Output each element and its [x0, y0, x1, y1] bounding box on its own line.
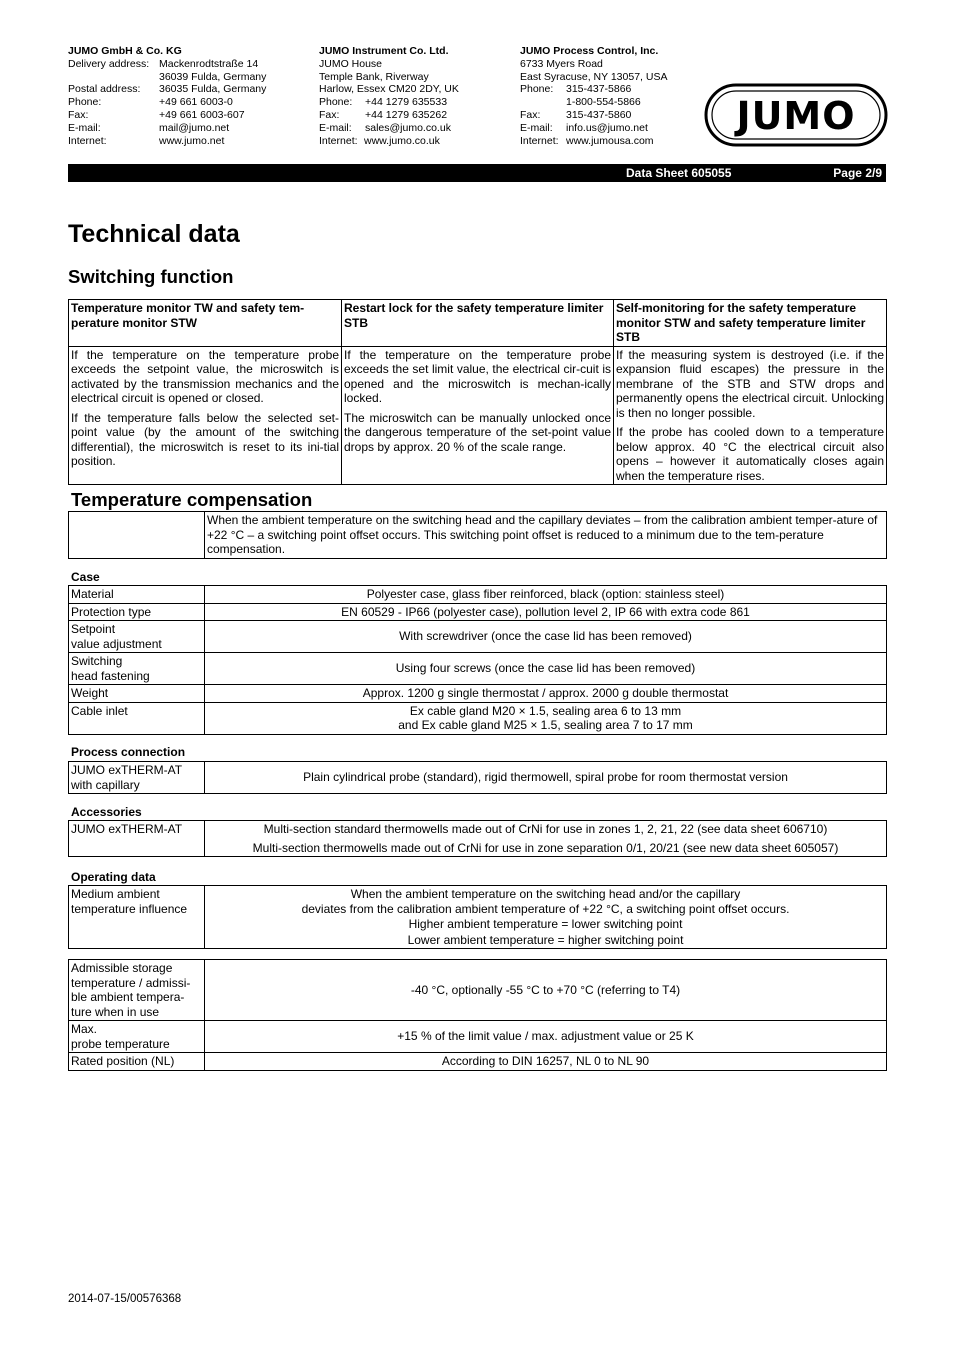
row-value — [205, 821, 887, 857]
section-label-case: Case — [71, 570, 100, 584]
jumo-logo — [704, 83, 888, 147]
addr-key: Postal address: — [68, 83, 141, 96]
section-heading-switching: Switching function — [68, 266, 234, 287]
addr-key: Fax: — [520, 108, 541, 121]
section-label-operating: Operating data — [71, 870, 156, 884]
website-link[interactable]: www.jumo.net — [159, 134, 225, 147]
row-key: JUMO exTHERM-AT with capillary — [69, 762, 205, 794]
addr-line: Harlow, Essex CM20 2DY, UK — [319, 83, 459, 96]
addr-key: Phone: — [520, 83, 554, 96]
section-label-accessories: Accessories — [71, 805, 142, 819]
company-name: JUMO Process Control, Inc. — [520, 45, 659, 57]
addr-value: 36039 Fulda, Germany — [159, 70, 267, 83]
addr-value: 315-437-5860 — [566, 108, 632, 121]
addr-key: Internet: — [319, 134, 358, 147]
table-cell — [614, 346, 887, 485]
row-value: EN 60529 - IP66 (polyester case), pollution level 2, IP 66 with extra code 861 — [205, 603, 887, 621]
switching-function-table — [68, 299, 887, 485]
address-jumo-usa — [520, 45, 700, 147]
page-number: Page 2/9 — [833, 166, 882, 180]
header-bar — [68, 164, 886, 182]
addr-key: Internet: — [520, 134, 559, 147]
addr-key — [68, 71, 159, 84]
value-line: Lower ambient temperature = higher switching point — [407, 932, 684, 947]
paragraph: The microswitch can be manually unlocked once the dangerous temperature of the set-point value drops by approx. 20 % of the scale range. — [344, 410, 611, 454]
addr-line: JUMO House — [319, 57, 383, 70]
addr-key — [520, 96, 566, 109]
paragraph: If the temperature on the temperature probe exceeds the set limit value, the electrical cir-cuit is opened and the microswitch is mechan-ically locked. — [344, 347, 611, 405]
value-line: When the ambient temperature on the switching head and/or the capillary — [350, 887, 741, 901]
addr-key: E-mail: — [68, 121, 101, 134]
table-header: Temperature monitor TW and safety tem-perature monitor STW — [69, 300, 342, 347]
value-line: Ex cable gland M20 × 1.5, sealing area 6 to 13 mm — [409, 703, 682, 718]
addr-line: East Syracuse, NY 13057, USA — [520, 70, 668, 83]
paragraph: If the temperature on the temperature probe exceeds the setpoint value, the microswitch is activated by the transmission mechanics and the electrical circuit is opened or closed. — [71, 347, 339, 405]
value-line: Higher ambient temperature = lower switching point — [408, 917, 683, 931]
value-line: Multi-section thermowells made out of CrNi for use in zone separation 0/1, 20/21 (see new data sheet 605057) — [252, 840, 839, 855]
table-cell-empty — [69, 512, 205, 559]
value-line: Multi-section standard thermowells made out of CrNi for use in zones 1, 2, 21, 22 (see data sheet 606710) — [263, 822, 828, 836]
addr-value: +49 661 6003-0 — [159, 96, 233, 109]
company-name: JUMO Instrument Co. Ltd. — [319, 45, 449, 57]
row-value — [205, 702, 887, 734]
section-heading-compensation: Temperature compensation — [71, 489, 313, 510]
case-table — [68, 585, 887, 735]
addr-value: +44 1279 635533 — [365, 96, 448, 109]
addr-key: E-mail: — [319, 121, 352, 134]
addr-value: +44 1279 635262 — [365, 108, 448, 121]
row-key: Max. probe temperature — [69, 1021, 205, 1053]
email-link[interactable]: sales@jumo.co.uk — [365, 121, 451, 134]
row-key: Setpoint value adjustment — [69, 621, 205, 653]
row-value: Using four screws (once the case lid has been removed) — [205, 653, 887, 685]
website-link[interactable]: www.jumousa.com — [566, 134, 654, 147]
row-key: JUMO exTHERM-AT — [69, 821, 205, 857]
addr-value: Mackenrodtstraße 14 — [159, 57, 259, 70]
process-table — [68, 761, 887, 794]
website-link[interactable]: www.jumo.co.uk — [364, 134, 440, 147]
addr-key: Fax: — [68, 108, 89, 121]
addr-line: 6733 Myers Road — [520, 57, 603, 70]
value-line: and Ex cable gland M25 × 1.5, sealing area 7 to 17 mm — [398, 718, 693, 732]
value-line: deviates from the calibration ambient temperature of +22 °C, a switching point offset occurs. — [301, 901, 790, 916]
row-value — [205, 886, 887, 949]
row-value: +15 % of the limit value / max. adjustment value or 25 K — [205, 1021, 887, 1053]
row-key: Cable inlet — [69, 702, 205, 734]
row-key: Rated position (NL) — [69, 1053, 205, 1071]
row-value: Approx. 1200 g single thermostat / approx. 2000 g double thermostat — [205, 685, 887, 703]
addr-value: 315-437-5866 — [566, 83, 632, 96]
addr-value: +49 661 6003-607 — [159, 108, 245, 121]
addr-key: Delivery address: — [68, 57, 150, 70]
row-key: Material — [69, 586, 205, 604]
table-header: Self-monitoring for the safety temperature monitor STW and safety temperature limiter STB — [614, 300, 887, 347]
operating-data-table — [68, 959, 887, 1071]
paragraph: If the probe has cooled down to a temperature below approx. 40 °C the electrical circuit also opens – however it automatically closes again when the temperature rises. — [616, 425, 884, 483]
row-key: Admissible storage temperature / admissi- ble ambient tempera- ture when in use — [69, 960, 205, 1021]
datasheet-number: Data Sheet 605055 — [626, 166, 732, 180]
row-value: Polyester case, glass fiber reinforced, black (option: stainless steel) — [205, 586, 887, 604]
addr-value: 36035 Fulda, Germany — [159, 83, 267, 96]
compensation-table — [68, 511, 887, 559]
company-name: JUMO GmbH & Co. KG — [68, 45, 182, 57]
addr-value: 1-800-554-5866 — [566, 96, 641, 109]
row-key: Switching head fastening — [69, 653, 205, 685]
page-title: Technical data — [68, 220, 240, 248]
row-key: Protection type — [69, 603, 205, 621]
addr-key: Internet: — [68, 134, 107, 147]
addr-key: Phone: — [319, 96, 353, 109]
accessories-table — [68, 820, 887, 857]
footer-doc-id: 2014-07-15/00576368 — [68, 1293, 182, 1305]
paragraph: If the temperature falls below the selected set-point value (by the amount of the switching differential), the microswitch is reset to its ini-tial position. — [71, 410, 339, 468]
table-cell — [342, 346, 614, 485]
compensation-text: When the ambient temperature on the switching head and the capillary deviates – from the calibration ambient temper-ature of +22 °C – a switching point offset occurs. This switching point offset is reduced to a minimum due to the tem-perature compensation. — [205, 512, 887, 559]
section-label-process: Process connection — [71, 745, 186, 759]
row-value: Plain cylindrical probe (standard), rigid thermowell, spiral probe for room thermostat version — [205, 762, 887, 794]
address-jumo-uk — [319, 45, 519, 147]
logo-text: JUMO — [736, 94, 856, 138]
row-key: Medium ambient temperature influence — [69, 886, 205, 949]
row-value: -40 °C, optionally -55 °C to +70 °C (referring to T4) — [205, 960, 887, 1021]
table-cell — [69, 346, 342, 485]
email-link[interactable]: info.us@jumo.net — [566, 121, 648, 134]
table-header: Restart lock for the safety temperature limiter STB — [342, 300, 614, 347]
address-jumo-gmbh — [68, 45, 298, 147]
row-value: With screwdriver (once the case lid has been removed) — [205, 621, 887, 653]
paragraph: If the measuring system is destroyed (i.e. if the expansion fluid escapes) the pressure in the membrane of the STB and STW drops and permanently opens the electrical circuit. Unlocking is then no longer possible. — [616, 347, 884, 420]
row-key: Weight — [69, 685, 205, 703]
addr-key: Fax: — [319, 108, 340, 121]
row-value: According to DIN 16257, NL 0 to NL 90 — [205, 1053, 887, 1071]
addr-line: Temple Bank, Riverway — [319, 70, 429, 83]
email-link[interactable]: mail@jumo.net — [159, 121, 230, 134]
operating-medium-table — [68, 885, 887, 949]
addr-key: Phone: — [68, 96, 102, 109]
addr-key: E-mail: — [520, 121, 553, 134]
